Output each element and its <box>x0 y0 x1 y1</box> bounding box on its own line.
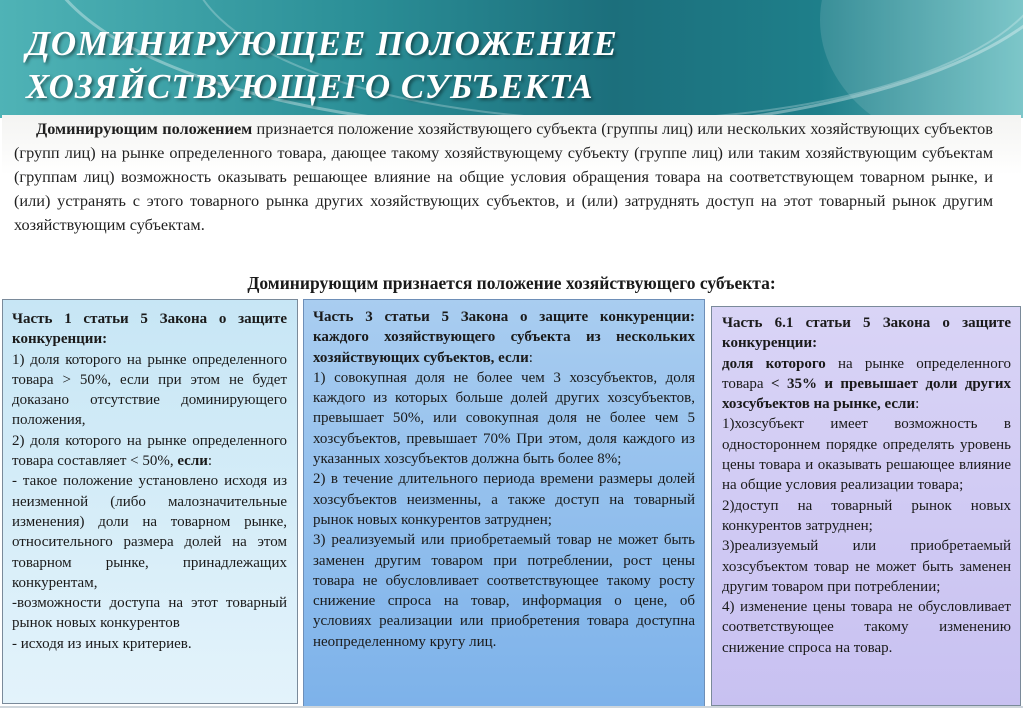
box3-lead-bold-2: < 35% и превышает доли других хозсубъектов на рынке, если <box>722 375 1012 413</box>
criteria-box-part3 <box>303 299 705 708</box>
box2-item-3: 3) реализуемый или приобретаемый товар не может быть заменен другим товаром при потреблении, рост цены товара не обусловливает соответствующее такому росту снижение спроса на товар, информация о цене, об условиях реализации или приобретения товара доступна неопределенному кругу лиц. <box>313 532 695 650</box>
box3-item-4: 4) изменение цены товара не обусловливает соответствующее такому изменению снижение спроса на товар. <box>722 599 1011 656</box>
box1-item-4: -возможности доступа на этот товарный рынок новых конкурентов <box>12 595 287 632</box>
box3-item-3: 3)реализуемый или приобретаемый хозсубъектом товар не может быть заменен другим товаром при потреблении; <box>722 538 1011 595</box>
box1-item-3: - такое положение установлено исходя из неизменной (либо малозначительные изменения) доли на товарном рынке, относительного размера долей на этом товарном рынке, принадлежащих конкурентам, <box>12 473 287 591</box>
definition-text: признается положение хозяйствующего субъекта (группы лиц) или нескольких хозяйствующих субъектов (групп лиц) на рынке определенного товара, дающее такому хозяйствующему субъекту (группе лиц) или таким хозяйствующим субъектам (группам лиц) возможность оказывать решающее влияние на общие условия обращения товара на соответствующем товарном рынке, и (или) устранять с этого товарного рынка других хозяйствующих субъектов, и (или) затруднять доступ на этот товарный рынок другим хозяйствующим субъектам. <box>14 119 993 234</box>
box2-item-2: 2) в течение длительного периода времени размеры долей хозсубъектов неизменны, а также доступ на товарный рынок новых конкурентов затруднен; <box>313 471 695 528</box>
box2-header-text: Часть 3 статьи 5 Закона о защите конкуренции: каждого хозяйствующего субъекта из нескольких хозяйствующих субъектов, если <box>313 309 695 366</box>
title-line-1: ДОМИНИРУЮЩЕЕ ПОЛОЖЕНИЕ <box>26 24 618 63</box>
box3-lead-colon: : <box>915 396 920 413</box>
definition-paragraph <box>14 117 993 237</box>
box3-lead <box>722 354 1011 415</box>
box1-header: Часть 1 статьи 5 Закона о защите конкуренции: <box>12 311 287 348</box>
definition-term: Доминирующим положением <box>36 119 253 138</box>
box3-lead-text: на рынке определенного товара <box>722 355 1011 392</box>
box2-header-colon: : <box>528 349 533 366</box>
page-title <box>26 22 618 108</box>
box1-item-2-if: если <box>177 453 208 470</box>
box1-item-2-text: 2) доля которого на рынке определенного товара составляет < 50%, <box>12 432 287 470</box>
title-line-2: ХОЗЯЙСТВУЮЩЕГО СУБЪЕКТА <box>26 67 594 106</box>
criteria-box-part1 <box>2 299 298 704</box>
box1-item-5: - исходя из иных критериев. <box>12 635 192 652</box>
box1-item-2 <box>12 431 287 472</box>
box2-header <box>313 307 695 368</box>
box2-item-1: 1) совокупная доля не более чем 3 хозсубъектов, доля каждого из которых больше долей других хозсубъектов, превышает 50%, или совокупная доля не более чем 5 хозсубъектов, превышает 70% При этом, доля каждого из указанных хозсубъектов должна быть более 8%; <box>313 369 695 468</box>
box3-item-1: 1)хозсубъект имеет возможность в одностороннем порядке определять уровень цены товара и оказывать решающее влияние на общие условия реализации товара; <box>722 416 1011 494</box>
criteria-box-part6-1 <box>711 306 1021 706</box>
section-subheading: Доминирующим признается положение хозяйствующего субъекта: <box>247 273 776 293</box>
box3-lead-bold: доля которого <box>722 355 826 372</box>
box3-item-2: 2)доступ на товарный рынок новых конкурентов затруднен; <box>722 497 1011 534</box>
box1-item-2-colon: : <box>207 453 213 470</box>
title-banner <box>0 0 1023 118</box>
box1-item-1: 1) доля которого на рынке определенного товара > 50%, если при этом не будет доказано отсутствие доминирующего положения, <box>12 351 287 429</box>
box3-header: Часть 6.1 статьи 5 Закона о защите конкуренции: <box>722 315 1011 352</box>
